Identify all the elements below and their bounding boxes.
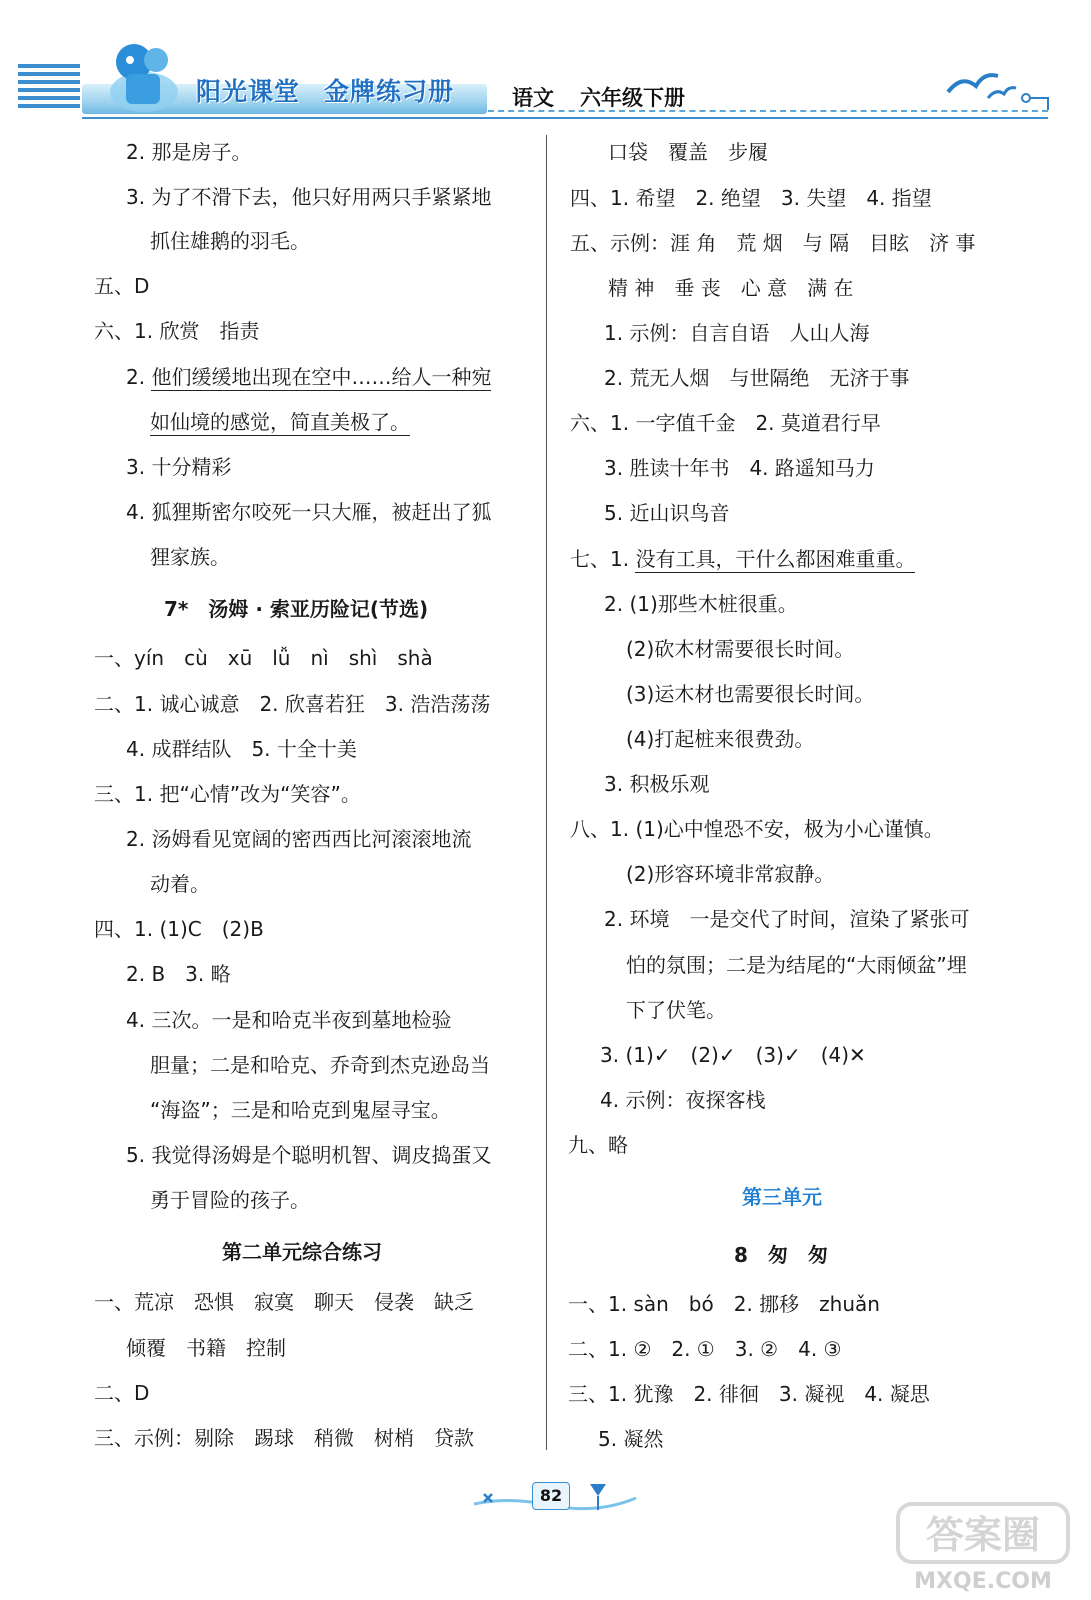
answer-line: 倾覆 书籍 控制 bbox=[126, 1336, 286, 1360]
answer-line: 勇于冒险的孩子。 bbox=[150, 1188, 310, 1212]
grade: 六年级下册 bbox=[580, 86, 685, 110]
answer-line: 2. 汤姆看见宽阔的密西西比河滚滚地流 bbox=[126, 827, 472, 851]
answer-line: 三、1. 把“心情”改为“笑容”。 bbox=[94, 782, 361, 806]
subject: 语文 bbox=[512, 86, 554, 110]
brand-title: 阳光课堂 金牌练习册 bbox=[196, 77, 455, 106]
answer-line: 3. 为了不滑下去，他只好用两只手紧紧地 bbox=[126, 185, 492, 209]
answer-line: 七、1. 没有工具，干什么都困难重重。 bbox=[570, 547, 916, 571]
answer-line: 六、1. 欣赏 指责 bbox=[94, 319, 260, 343]
answer-line: (4)打起桩来很费劲。 bbox=[626, 727, 815, 751]
unit2-review-title: 第二单元综合练习 bbox=[222, 1240, 382, 1264]
answer-line: 三、示例：剔除 踢球 稍微 树梢 贷款 bbox=[94, 1426, 474, 1450]
answer-line: 4. 狐狸斯密尔咬死一只大雁，被赶出了狐 bbox=[126, 500, 492, 524]
answer-line: 2. (1)那些木桩很重。 bbox=[604, 592, 798, 616]
header-stripes bbox=[18, 64, 80, 116]
answer-line: (2)形容环境非常寂静。 bbox=[626, 862, 835, 886]
answer-line: 4. 示例：夜探客栈 bbox=[600, 1088, 766, 1112]
answer-line: 九、略 bbox=[568, 1133, 628, 1157]
answer-line: 3. 积极乐观 bbox=[604, 772, 710, 796]
page-header bbox=[0, 0, 1091, 130]
answer-line: 2. 那是房子。 bbox=[126, 140, 252, 164]
answer-line: 一、荒凉 恐惧 寂寞 聊天 侵袭 缺乏 bbox=[94, 1290, 474, 1314]
lesson7-title: 7* 汤姆 · 索亚历险记(节选) bbox=[164, 597, 429, 621]
answer-line: 四、1. (1)C (2)B bbox=[94, 917, 264, 941]
answer-line: 胆量；二是和哈克、乔奇到杰克逊岛当 bbox=[150, 1053, 490, 1077]
page-number: 82 bbox=[532, 1482, 570, 1510]
answer-line: 2. 他们缓缓地出现在空中……给人一种宛 bbox=[126, 365, 492, 389]
answer-line bbox=[150, 407, 410, 437]
answer-line: 一、1. sàn bó 2. 挪移 zhuǎn bbox=[568, 1292, 880, 1316]
answer-line: 二、D bbox=[94, 1381, 150, 1405]
answer-line: 5. 我觉得汤姆是个聪明机智、调皮捣蛋又 bbox=[126, 1143, 492, 1167]
answer-line: 2. B 3. 略 bbox=[126, 962, 231, 986]
unit3-title: 第三单元 bbox=[742, 1185, 822, 1209]
lesson8-title: 8 匆 匆 bbox=[734, 1243, 828, 1267]
subject-grade bbox=[512, 82, 685, 112]
watermark-logo bbox=[888, 1496, 1078, 1596]
answer-line: 3. (1)✓ (2)✓ (3)✓ (4)✕ bbox=[600, 1043, 866, 1067]
answer-line: 4. 成群结队 5. 十全十美 bbox=[126, 737, 357, 761]
column-divider bbox=[546, 135, 547, 1450]
answer-line: 二、1. 诚心诚意 2. 欣喜若狂 3. 浩浩荡荡 bbox=[94, 692, 491, 716]
answer-line: (2)砍木材需要很长时间。 bbox=[626, 637, 855, 661]
answer-line: 3. 胜读十年书 4. 路遥知马力 bbox=[604, 456, 875, 480]
answer-line: 2. 环境 一是交代了时间，渲染了紧张可 bbox=[604, 907, 970, 931]
answer-line: 一、yín cù xū lǚ nì shì shà bbox=[94, 646, 433, 670]
underlined-answer: 他们缓缓地出现在空中……给人一种宛 bbox=[151, 365, 492, 389]
watermark-site: MXQE.COM bbox=[914, 1569, 1052, 1594]
answer-line: 5. 近山识鸟音 bbox=[604, 501, 730, 525]
answer-line: 狸家族。 bbox=[150, 545, 230, 569]
answer-line: 抓住雄鹅的羽毛。 bbox=[150, 229, 310, 253]
answer-line: 3. 十分精彩 bbox=[126, 455, 232, 479]
answer-line: 八、1. (1)心中惶恐不安，极为小心谨慎。 bbox=[570, 817, 944, 841]
answer-line: 4. 三次。一是和哈克半夜到墓地检验 bbox=[126, 1008, 452, 1032]
answer-line: 2. 荒无人烟 与世隔绝 无济于事 bbox=[604, 366, 910, 390]
answer-line: 怕的氛围；二是为结尾的“大雨倾盆”埋 bbox=[626, 953, 967, 977]
answer-line: 五、示例：涯 角 荒 烟 与 隔 目眩 济 事 bbox=[570, 231, 976, 255]
watermark-text: 答案圈 bbox=[925, 1513, 1041, 1557]
answer-line: 三、1. 犹豫 2. 徘徊 3. 凝视 4. 凝思 bbox=[568, 1382, 930, 1406]
header-rule bbox=[82, 117, 1048, 119]
answer-line: (3)运木材也需要很长时间。 bbox=[626, 682, 875, 706]
answer-line: 1. 示例：自言自语 人山人海 bbox=[604, 321, 870, 345]
answer-line: “海盗”；三是和哈克到鬼屋寻宝。 bbox=[150, 1098, 451, 1122]
birds-icon bbox=[940, 64, 1050, 114]
underlined-answer: 如仙境的感觉，简直美极了。 bbox=[150, 410, 410, 434]
answer-line: 下了伏笔。 bbox=[626, 998, 726, 1022]
mascot-icon bbox=[104, 32, 184, 116]
underlined-answer: 没有工具，干什么都困难重重。 bbox=[635, 547, 916, 571]
answer-line: 5. 凝然 bbox=[598, 1427, 664, 1451]
answer-line: 五、D bbox=[94, 274, 150, 298]
answer-line: 口袋 覆盖 步履 bbox=[608, 140, 768, 164]
answer-line: 六、1. 一字值千金 2. 莫道君行早 bbox=[570, 411, 881, 435]
answer-line: 四、1. 希望 2. 绝望 3. 失望 4. 指望 bbox=[570, 186, 932, 210]
answer-line: 二、1. ② 2. ① 3. ② 4. ③ bbox=[568, 1337, 842, 1361]
answer-line: 精 神 垂 丧 心 意 满 在 bbox=[608, 276, 854, 300]
answer-line: 动着。 bbox=[150, 872, 210, 896]
